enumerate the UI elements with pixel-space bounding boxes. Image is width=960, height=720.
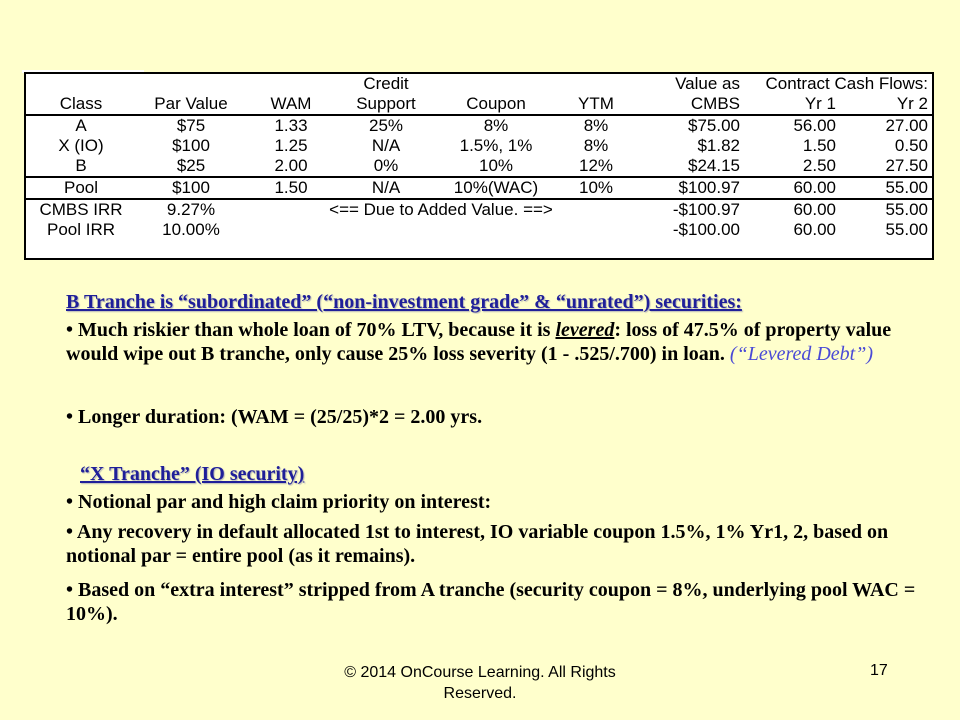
table-cell: -$100.00	[672, 220, 740, 239]
table-cell: 10%	[556, 177, 636, 199]
table-cell: 10.00%	[162, 220, 220, 239]
table-cell: 0%	[373, 156, 399, 175]
table-cell: N/A	[336, 177, 436, 199]
footer-copyright: © 2014 OnCourse Learning. All Rights Reserved.	[344, 664, 616, 702]
x-tranche-bullet-3: • Based on “extra interest” stripped from A tranche (security coupon = 8%, underlying pool WAC = 10%).	[66, 579, 916, 625]
table-cell: 60.00	[744, 177, 840, 199]
table-cell: 60.00	[793, 200, 836, 219]
bullet-text: • Much riskier than whole loan of 70% LTV, because it is	[66, 319, 556, 341]
header-cell	[246, 74, 336, 94]
table-cell: $24.15	[688, 156, 740, 175]
table-cell: $100	[172, 136, 210, 155]
table-cell: B	[75, 156, 87, 175]
x-tranche-heading: “X Tranche” (IO security)	[80, 463, 305, 485]
table-cell: 56.00	[793, 116, 836, 135]
header-cell: Yr 2	[840, 94, 932, 115]
header-cell: Yr 1	[744, 94, 840, 115]
table-cell: -$100.97	[672, 200, 740, 219]
table-cell: 8%	[583, 136, 609, 155]
table-cell-empty	[246, 220, 636, 240]
table-cell: $75	[176, 116, 206, 135]
table-header-row-2	[26, 94, 932, 115]
x-tranche-bullet-1: • Notional par and high claim priority on interest:	[66, 491, 492, 513]
b-tranche-heading-block	[66, 290, 926, 314]
header-cell: Contract Cash Flows:	[765, 74, 928, 93]
header-cell: WAM	[246, 94, 336, 115]
table-cell: $75.00	[688, 116, 740, 135]
b-tranche-bullet-2: • Longer duration: (WAM = (25/25)*2 = 2.00 yrs.	[66, 406, 483, 428]
table-row	[26, 156, 932, 177]
b-tranche-heading: B Tranche is “subordinated” (“non-investment grade” & “unrated”) securities:	[66, 291, 742, 313]
levered-debt-note: (“Levered Debt”)	[729, 343, 874, 365]
table-cell: 1.5%, 1%	[459, 136, 533, 155]
table-cell: $100.97	[636, 177, 744, 199]
table-cell: 1.50	[246, 177, 336, 199]
x-tranche-bullet-2: • Any recovery in default allocated 1st to interest, IO variable coupon 1.5%, 1% Yr1, 2, based on notional par = entire pool (as it remains).	[66, 521, 889, 567]
added-value-note: <== Due to Added Value. ==>	[329, 200, 553, 219]
cmbs-table-box	[24, 72, 934, 260]
levered-word: levered	[555, 319, 615, 341]
table-cell: 27.00	[885, 116, 928, 135]
header-cell	[436, 74, 556, 94]
table-cell: 8%	[483, 116, 509, 135]
b-tranche-bullet-1	[66, 318, 926, 366]
table-cell: 2.50	[802, 156, 836, 175]
table-cell: 55.00	[885, 200, 928, 219]
cmbs-tranche-table	[26, 74, 932, 240]
table-cell: Pool IRR	[46, 220, 116, 239]
table-cell: $100	[136, 177, 246, 199]
table-cell: 8%	[583, 116, 609, 135]
table-cell: Pool	[26, 177, 136, 199]
header-cell: CMBS	[636, 94, 744, 115]
table-cell: N/A	[371, 136, 401, 155]
table-header-row-1	[26, 74, 932, 94]
table-cell: 25%	[368, 116, 404, 135]
table-cell: $25	[176, 156, 206, 175]
header-cell: Coupon	[436, 94, 556, 115]
table-cell: $1.82	[697, 136, 740, 155]
table-cell: 27.50	[885, 156, 928, 175]
table-row-cmbs-irr	[26, 199, 932, 220]
table-cell: 1.25	[274, 136, 308, 155]
table-cell: 10%(WAC)	[436, 177, 556, 199]
table-cell: 1.33	[274, 116, 308, 135]
table-cell: X (IO)	[58, 136, 104, 155]
table-row	[26, 115, 932, 136]
x-tranche-heading-block	[80, 462, 940, 486]
table-cell: CMBS IRR	[39, 200, 123, 219]
header-cell: Par Value	[136, 94, 246, 115]
table-cell: A	[75, 116, 87, 135]
header-cell: Class	[26, 94, 136, 115]
table-row-pool-irr	[26, 220, 932, 240]
table-cell: 60.00	[793, 220, 836, 239]
header-cell: Value as	[675, 74, 740, 93]
header-cell	[26, 74, 136, 94]
table-row	[26, 136, 932, 156]
header-cell: YTM	[556, 94, 636, 115]
table-cell: 0.50	[894, 136, 928, 155]
header-cell	[136, 74, 246, 94]
table-cell: 10%	[478, 156, 514, 175]
bullet-text: : loss of 47.5% of property value would wipe out B tranche, only cause 25% loss severity (1 - .525/.700) in loan.	[66, 319, 892, 365]
table-cell: 9.27%	[166, 200, 216, 219]
table-cell: 1.50	[802, 136, 836, 155]
table-cell: 55.00	[885, 220, 928, 239]
table-row-pool	[26, 177, 932, 199]
header-cell: Credit	[363, 74, 409, 93]
page-number: 17	[870, 662, 888, 679]
table-cell: 55.00	[840, 177, 932, 199]
header-cell: Support	[336, 94, 436, 115]
table-cell: 2.00	[274, 156, 308, 175]
table-cell: 12%	[578, 156, 614, 175]
header-cell	[556, 74, 636, 94]
